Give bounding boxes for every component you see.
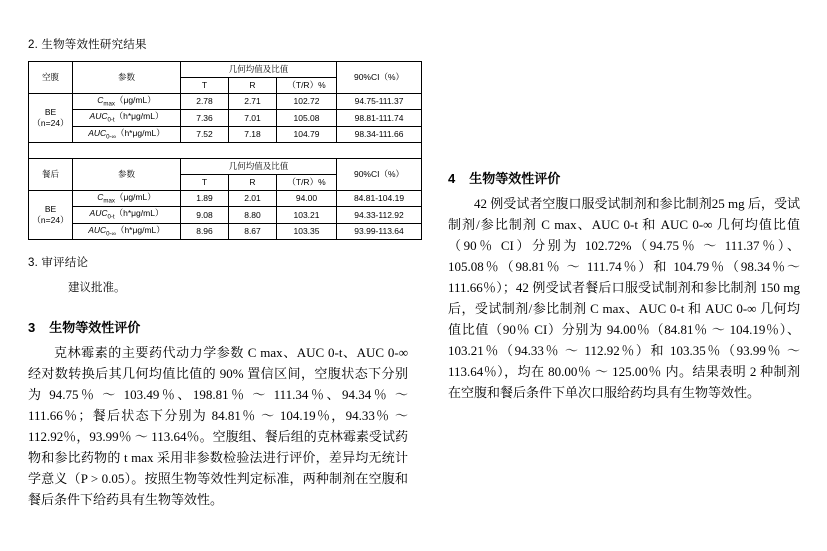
header-t-fed: T xyxy=(181,175,229,191)
cell-r: 7.18 xyxy=(229,126,277,142)
group-label-fasting-be: BE （n=24） xyxy=(29,94,73,143)
cell-t: 9.08 xyxy=(181,207,229,223)
table-row xyxy=(29,110,422,126)
header-geomean-group: 几何均值及比值 xyxy=(181,62,337,78)
table-row xyxy=(29,207,422,223)
cell-tr: 104.79 xyxy=(277,126,337,142)
left-body-paragraph: 克林霉素的主要药代动力学参数 C max、AUC 0-t、AUC 0-∞ 经对数转换后其几何均值比值的 90% 置信区间，空腹状态下分别为 94.75％ ～ 103.49％、198.81％ ～ 111.34％、94.34％ ～ 111.66％；餐后状态下分别为 84.81％ ～ 104.19％，94.33％ ～ 112.92％，93.99％ ～ 113.64％。空腹组、餐后组的克林霉素受试药物和参比药物的 t max 采用非参数检验法进行评价，差异均无统计学意义（P > 0.05）。按照生物等效性判定标准，两种制剂在空腹和餐后条件下给药具有生物等效性。 xyxy=(28,345,408,508)
cell-r: 7.01 xyxy=(229,110,277,126)
section-title: 生物等效性评价 xyxy=(469,171,561,186)
cell-t: 8.96 xyxy=(181,223,229,239)
header-group-fasting: 空腹 xyxy=(29,62,73,94)
section-number: 3 xyxy=(28,320,36,336)
cell-tr: 105.08 xyxy=(277,110,337,126)
cell-tr: 103.35 xyxy=(277,223,337,239)
cell-t: 2.78 xyxy=(181,94,229,110)
cell-ci: 98.34-111.66 xyxy=(337,126,422,142)
cell-r: 8.80 xyxy=(229,207,277,223)
group-label-fed-be: BE （n=24） xyxy=(29,191,73,240)
section-3-heading: 3. 审评结论 xyxy=(28,257,89,270)
left-column xyxy=(28,36,408,510)
cell-tr: 94.00 xyxy=(277,191,337,207)
table-header-row xyxy=(29,62,422,78)
cell-tr: 102.72 xyxy=(277,94,337,110)
cell-r: 2.71 xyxy=(229,94,277,110)
table-header-row-fed xyxy=(29,159,422,175)
param-cmax-fed: $C_{max}(\mu g/mL)$ xyxy=(73,191,181,207)
cell-ci: 93.99-113.64 xyxy=(337,223,422,239)
right-column xyxy=(448,168,800,403)
header-ci-fed: 90%CI（%） xyxy=(337,159,422,191)
section-heading-3-big xyxy=(28,317,408,336)
header-r-fed: R xyxy=(229,175,277,191)
cell-t: 7.36 xyxy=(181,110,229,126)
section-heading-4-big xyxy=(448,168,800,187)
header-tr-fed: （T/R）% xyxy=(277,175,337,191)
table-row xyxy=(29,126,422,142)
cell-t: 1.89 xyxy=(181,191,229,207)
header-r: R xyxy=(229,78,277,94)
header-geomean-group-fed: 几何均值及比值 xyxy=(181,159,337,175)
cell-t: 7.52 xyxy=(181,126,229,142)
header-ci: 90%CI（%） xyxy=(337,62,422,94)
header-param: 参数 xyxy=(73,62,181,94)
bioequivalence-table xyxy=(28,61,422,240)
cell-ci: 98.81-111.74 xyxy=(337,110,422,126)
header-param-fed: 参数 xyxy=(73,159,181,191)
cell-ci: 94.75-111.37 xyxy=(337,94,422,110)
bioequivalence-table-wrapper xyxy=(28,61,408,240)
table-spacer-row xyxy=(29,143,422,159)
cell-r: 8.67 xyxy=(229,223,277,239)
right-body-paragraph: 42 例受试者空腹口服受试制剂和参比制剂25 mg 后，受试制剂/参比制剂 C max、AUC 0-t 和 AUC 0-∞ 几何均值比值（90％ CI）分别为 102.72%（94.75％ ～ 111.37％）、105.08％（98.81％ ～ 111.74％）和 104.79％（98.34％～111.66％）；42 例受试者餐后口服受试制剂和参比制剂 150 mg 后，受试制剂/参比制剂 C max、AUC 0-t 和 AUC 0-∞ 几何均值比值（90％ CI）分别为 94.00％（84.81％ ～ 104.19％）、103.21％（94.33％ ～ 112.92％）和 103.35％（93.99％ ～ 113.64％），均在 80.00％ ～ 125.00％ 内。结果表明 2 种制剂在空腹和餐后条件下单次口服给药均具有生物等效性。 xyxy=(448,196,800,401)
table-row xyxy=(29,223,422,239)
table-row xyxy=(29,191,422,207)
param-aucinf-fed: $AUC_{0-\infty}(h*\mu g/mL)$ xyxy=(73,223,181,239)
section-2-heading: 2. 生物等效性研究结果 xyxy=(28,39,147,51)
cell-tr: 103.21 xyxy=(277,207,337,223)
cell-r: 2.01 xyxy=(229,191,277,207)
table-row xyxy=(29,94,422,110)
section-number: 4 xyxy=(448,171,456,186)
cell-ci: 94.33-112.92 xyxy=(337,207,422,223)
cell-ci: 84.81-104.19 xyxy=(337,191,422,207)
conclusion-text: 建议批准。 xyxy=(68,282,126,295)
section-title: 生物等效性评价 xyxy=(49,320,141,336)
param-auc0t-fed: $AUC_{0-t}(h*\mu g/mL)$ xyxy=(73,207,181,223)
param-cmax-fasting: $C_{max}(\mu g/mL)$ xyxy=(73,94,181,110)
header-tr: （T/R）% xyxy=(277,78,337,94)
param-aucinf-fasting: $AUC_{0-\infty}(h*\mu g/mL)$ xyxy=(73,126,181,142)
param-auc0t-fasting: $AUC_{0-t}(h*\mu g/mL)$ xyxy=(73,110,181,126)
header-t: T xyxy=(181,78,229,94)
header-group-fed: 餐后 xyxy=(29,159,73,191)
